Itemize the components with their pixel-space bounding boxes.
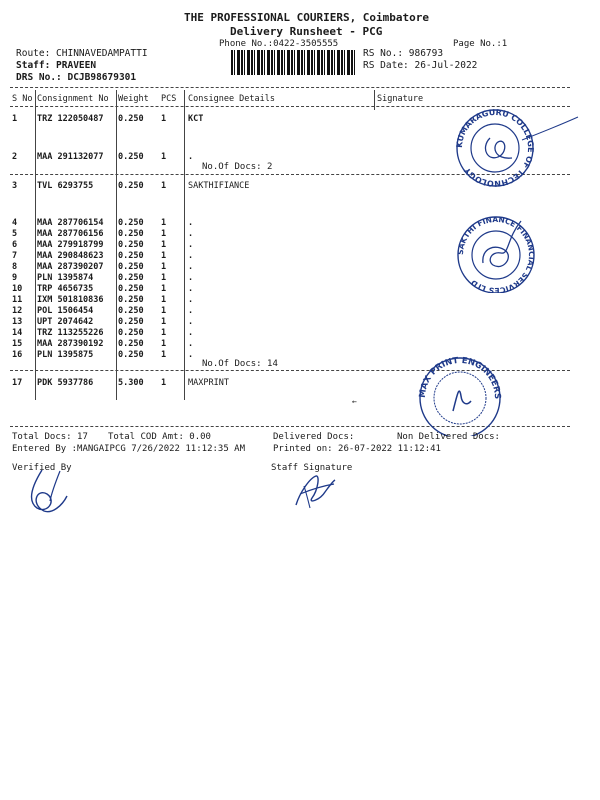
cell-pcs: 1 [161, 295, 167, 305]
cell-consignment: MAA 290848623 [37, 251, 104, 261]
cell-pcs: 1 [161, 181, 167, 191]
cell-pcs: 1 [161, 284, 167, 294]
cell-consignee: . [188, 251, 194, 261]
cell-weight: 0.250 [118, 328, 144, 338]
cell-sno: 11 [12, 295, 23, 305]
cell-sno: 9 [12, 273, 18, 283]
cell-consignment: MAA 287706154 [37, 218, 104, 228]
cell-weight: 0.250 [118, 262, 144, 272]
cell-pcs: 1 [161, 306, 167, 316]
cell-pcs: 1 [161, 317, 167, 327]
cell-weight: 0.250 [118, 218, 144, 228]
cell-consignee: . [188, 152, 194, 162]
cell-pcs: 1 [161, 328, 167, 338]
cell-consignee: . [188, 350, 194, 360]
cell-pcs: 1 [161, 218, 167, 228]
total-docs: Total Docs: 17 [12, 432, 88, 442]
cell-consignment: TRZ 122050487 [37, 114, 104, 124]
table-row [0, 378, 600, 389]
cell-consignment: UPT 2074642 [37, 317, 94, 327]
cell-consignment: MAA 279918799 [37, 240, 104, 250]
cell-consignee: . [188, 328, 194, 338]
document-title: Delivery Runsheet - PCG [230, 25, 383, 38]
cell-consignee: . [188, 317, 194, 327]
table-row [0, 328, 600, 339]
non-delivered-docs: Non Delivered Docs: [397, 432, 500, 442]
cell-weight: 0.250 [118, 317, 144, 327]
cell-weight: 0.250 [118, 181, 144, 191]
divider [10, 87, 570, 88]
barcode [231, 50, 357, 75]
table-header [0, 94, 600, 105]
cell-consignment: PLN 1395874 [37, 273, 94, 283]
staff-name: Staff: PRAVEEN [16, 60, 97, 71]
cell-consignment: TRP 4656735 [37, 284, 94, 294]
cell-pcs: 1 [161, 350, 167, 360]
printed-on: Printed on: 26-07-2022 11:12:41 [273, 444, 441, 454]
group-note: No.Of Docs: 14 [202, 359, 278, 369]
cell-consignee: . [188, 218, 194, 228]
cell-sno: 8 [12, 262, 18, 272]
total-cod-amount: Total COD Amt: 0.00 [108, 432, 211, 442]
cell-sno: 4 [12, 218, 18, 228]
cell-consignment: POL 1506454 [37, 306, 94, 316]
header-consignee: Consignee Details [188, 94, 275, 104]
cell-pcs: 1 [161, 229, 167, 239]
cell-weight: 0.250 [118, 251, 144, 261]
cell-pcs: 1 [161, 240, 167, 250]
drs-number: DRS No.: DCJB98679301 [16, 72, 137, 83]
table-row [0, 306, 600, 317]
cell-consignee: SAKTHIFIANCE [188, 181, 250, 191]
cell-weight: 0.250 [118, 114, 144, 124]
cell-pcs: 1 [161, 152, 167, 162]
cell-consignee: . [188, 240, 194, 250]
staff-signature [290, 470, 340, 512]
cell-sno: 12 [12, 306, 23, 316]
cell-sno: 15 [12, 339, 23, 349]
header-weight: Weight [118, 94, 149, 104]
cell-consignee: . [188, 306, 194, 316]
table-row [0, 295, 600, 306]
cell-consignment: MAA 287390192 [37, 339, 104, 349]
cell-weight: 5.300 [118, 378, 144, 388]
verified-by-label: Verified By [12, 463, 72, 473]
staff-signature-label: Staff Signature [271, 463, 353, 473]
cell-consignee: . [188, 262, 194, 272]
cell-consignment: MAA 287390207 [37, 262, 104, 272]
cell-weight: 0.250 [118, 273, 144, 283]
route: Route: CHINNAVEDAMPATTI [16, 48, 148, 59]
page-number: Page No.:1 [453, 39, 508, 49]
cell-sno: 13 [12, 317, 23, 327]
cell-sno: 17 [12, 378, 23, 388]
cell-consignee: . [188, 273, 194, 283]
table-row [0, 339, 600, 350]
cell-weight: 0.250 [118, 240, 144, 250]
cell-weight: 0.250 [118, 229, 144, 239]
cell-consignment: MAA 291132077 [37, 152, 104, 162]
cell-consignee: . [188, 284, 194, 294]
phone-number: Phone No.:0422-3505555 [219, 39, 339, 49]
arrow-mark: ← [352, 397, 357, 406]
cell-weight: 0.250 [118, 306, 144, 316]
cell-weight: 0.250 [118, 284, 144, 294]
header-consignment: Consignment No [37, 94, 109, 104]
cell-weight: 0.250 [118, 152, 144, 162]
cell-pcs: 1 [161, 273, 167, 283]
cell-pcs: 1 [161, 378, 167, 388]
table-row [0, 317, 600, 328]
cell-consignment: MAA 287706156 [37, 229, 104, 239]
header-signature: Signature [377, 94, 424, 104]
cell-sno: 3 [12, 181, 18, 191]
cell-weight: 0.250 [118, 350, 144, 360]
cell-weight: 0.250 [118, 339, 144, 349]
verifier-signature [22, 466, 72, 516]
cell-consignment: PLN 1395875 [37, 350, 94, 360]
cell-consignment: IXM 501810836 [37, 295, 104, 305]
cell-consignee: . [188, 229, 194, 239]
divider [10, 106, 570, 107]
group-note: No.Of Docs: 2 [202, 162, 273, 172]
kumaraguru-stamp-text: KUMARAGURU COLLEGE OF TECHNOLOGY [454, 108, 536, 188]
cell-sno: 1 [12, 114, 18, 124]
header-sno: S No [12, 94, 33, 104]
cell-pcs: 1 [161, 251, 167, 261]
header-pcs: PCS [161, 94, 177, 104]
maxprint-stamp-text: MAX PRINT ENGINEERS [417, 356, 503, 400]
rs-number: RS No.: 986793 [363, 48, 444, 59]
cell-sno: 5 [12, 229, 18, 239]
delivered-docs: Delivered Docs: [273, 432, 355, 442]
cell-pcs: 1 [161, 114, 167, 124]
cell-weight: 0.250 [118, 295, 144, 305]
cell-pcs: 1 [161, 339, 167, 349]
cell-sno: 10 [12, 284, 23, 294]
cell-sno: 7 [12, 251, 18, 261]
table-row [0, 350, 600, 361]
cell-consignee: KCT [188, 114, 204, 124]
cell-pcs: 1 [161, 262, 167, 272]
cell-consignee: . [188, 295, 194, 305]
cell-sno: 14 [12, 328, 23, 338]
rs-date: RS Date: 26-Jul-2022 [363, 60, 478, 71]
cell-consignment: PDK 5937786 [37, 378, 94, 388]
company-name: THE PROFESSIONAL COURIERS, Coimbatore [184, 11, 430, 24]
cell-sno: 2 [12, 152, 18, 162]
cell-consignee: MAXPRINT [188, 378, 229, 388]
cell-consignment: TRZ 113255226 [37, 328, 104, 338]
cell-sno: 6 [12, 240, 18, 250]
cell-consignment: TVL 6293755 [37, 181, 94, 191]
sakthi-stamp-text: SAKTHI FINANCE FINANCIAL SERVICES LTD [455, 214, 537, 293]
column-separator [374, 90, 375, 110]
cell-consignee: . [188, 339, 194, 349]
cell-sno: 16 [12, 350, 23, 360]
entered-by: Entered By :MANGAIPCG 7/26/2022 11:12:35 AM [12, 444, 245, 454]
